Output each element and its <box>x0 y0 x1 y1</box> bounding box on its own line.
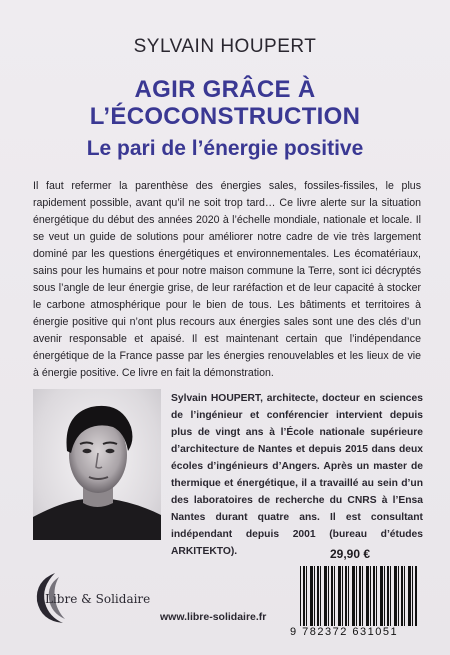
author-name: SYLVAIN HOUPERT <box>133 36 317 57</box>
publisher-website: www.libre-solidaire.fr <box>160 611 267 623</box>
isbn-number: 9 782372 631051 <box>290 626 399 638</box>
title-line-1: AGIR GRÂCE À <box>134 76 316 103</box>
author-portrait-image <box>33 389 161 540</box>
bio-author-name: Sylvain HOUPERT <box>171 393 261 404</box>
isbn-barcode <box>290 566 420 640</box>
publisher-name: Libre & Solidaire <box>45 592 151 606</box>
author-bio <box>171 390 423 560</box>
title-line-2: L’ÉCOCONSTRUCTION <box>89 103 361 130</box>
barcode-bars <box>300 566 418 626</box>
bio-text: , architecte, docteur en sciences de l’ingénieur et conférencier intervient depuis plus de vingt ans à l’École nationale supérieure d’architecture de Nantes et depuis 2015 dans deux écoles d’ingénieurs d’Angers. Après un master de thermique et énergétique, il a travaillé au sein d’un des laboratoires de recherche du CNRS à l’Ensa Nantes durant quatre ans. Il est consultant indépendant depuis 2001 (bureau d’études ARKITEKTO). <box>171 393 423 557</box>
book-subtitle: Le pari de l’énergie positive <box>86 137 364 160</box>
publisher-logo <box>33 567 153 627</box>
blurb-text: Il faut refermer la parenthèse des énergies sales, fossiles-fissiles, le plus rapidement possible, avant qu’il ne soit trop tard… Ce livre alerte sur la situation énergétique du début des années 2020 à l’échelle mondiale, nationale et locale. Il se veut un guide de solutions pour améliorer notre cadre de vie très largement dominé par les questions énergétiques et environnementales. Les écomatériaux, sains pour les humains et pour notre maison commune la Terre, sont ici décryptés sous l’angle de leur énergie grise, de leur raréfaction et de leur capacité à stocker le carbone atmosphérique pour le bien de tous. Les bâtiments et territoires à énergie positive qui n’ont plus recours aux énergies sales sont une des clés d’un avenir responsable et apaisé. Il est maintenant certain que l’indépendance énergétique de la France passe par les énergies renouvelables et les lieux de vie à énergie positive. Ce livre en fait la démonstration. <box>33 180 421 379</box>
author-photo <box>33 389 161 540</box>
book-title <box>0 76 450 130</box>
price-label: 29,90 € <box>330 547 371 561</box>
